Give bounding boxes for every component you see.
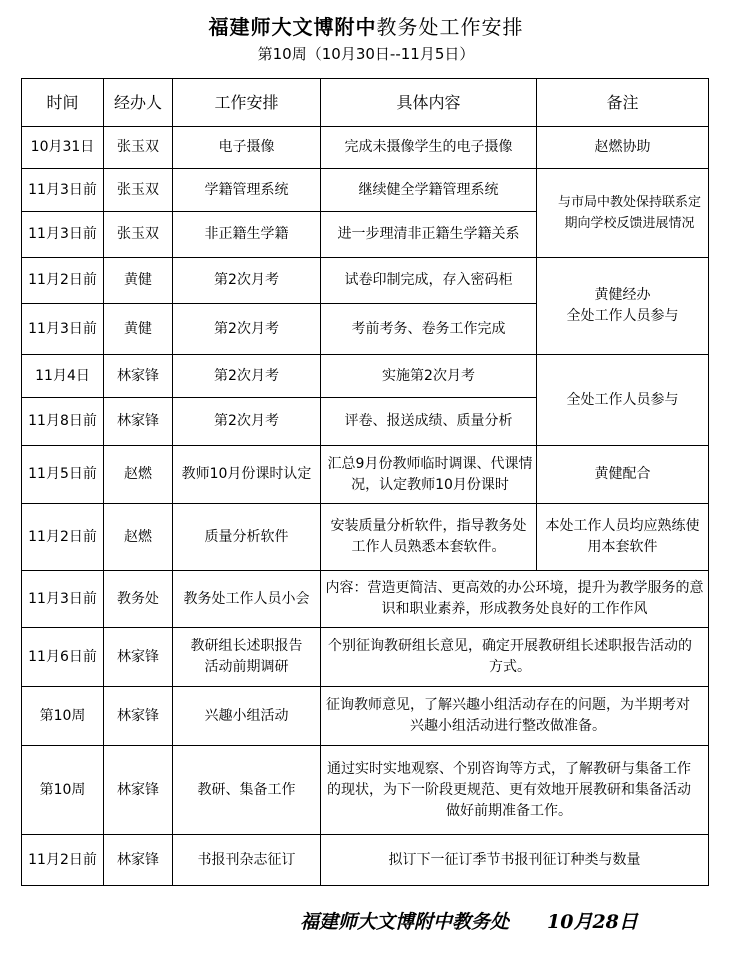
cell-note: 全处工作人员参与 [537,355,709,446]
cell-time: 11月3日前 [22,304,104,355]
cell-time: 11月8日前 [22,398,104,446]
cell-task: 第2次月考 [173,258,321,304]
cell-person: 张玉双 [104,169,173,212]
table-row [22,835,709,886]
table-row [22,258,709,304]
schedule-table [21,78,709,886]
cell-person: 林家锋 [104,835,173,886]
cell-time: 11月3日前 [22,169,104,212]
cell-person: 赵燃 [104,446,173,504]
cell-person: 林家锋 [104,355,173,398]
cell-person: 林家锋 [104,398,173,446]
cell-time: 11月3日前 [22,571,104,628]
header-row [22,79,709,127]
cell-content: 试卷印制完成，存入密码柜 [321,258,537,304]
cell-task: 书报刊杂志征订 [173,835,321,886]
cell-person: 教务处 [104,571,173,628]
cell-content: 考前考务、卷务工作完成 [321,304,537,355]
cell-content: 征询教师意见，了解兴趣小组活动存在的问题，为半期考对兴趣小组活动进行整改做准备。 [321,687,709,746]
cell-time: 11月5日前 [22,446,104,504]
cell-content: 内容：营造更简洁、更高效的办公环境，提升为教学服务的意识和职业素养，形成教务处良好的工作作风 [321,571,709,628]
cell-time: 第10周 [22,746,104,835]
cell-task: 第2次月考 [173,355,321,398]
cell-task: 质量分析软件 [173,504,321,571]
table-row [22,571,709,628]
header-content: 具体内容 [321,79,537,127]
cell-task: 电子摄像 [173,127,321,169]
cell-note: 与市局中教处保持联系定期向学校反馈进展情况 [537,169,709,258]
cell-time: 第10周 [22,687,104,746]
cell-content: 评卷、报送成绩、质量分析 [321,398,537,446]
cell-time: 10月31日 [22,127,104,169]
header-person: 经办人 [104,79,173,127]
cell-task: 第2次月考 [173,304,321,355]
cell-content: 完成未摄像学生的电子摄像 [321,127,537,169]
footer-date: 10月28日 [547,911,638,933]
cell-task: 教师10月份课时认定 [173,446,321,504]
cell-note: 本处工作人员均应熟练使用本套软件 [537,504,709,571]
cell-person: 黄健 [104,258,173,304]
cell-time: 11月2日前 [22,504,104,571]
cell-content: 进一步理清非正籍生学籍关系 [321,212,537,258]
table-row [22,504,709,571]
table-row [22,355,709,398]
cell-content: 通过实时实地观察、个别咨询等方式，了解教研与集备工作的现状，为下一阶段更规范、更有效地开展教研和集备活动做好前期准备工作。 [321,746,709,835]
cell-person: 赵燃 [104,504,173,571]
cell-note: 黄健配合 [537,446,709,504]
table-row [22,127,709,169]
footer-signature [300,908,720,936]
table-row [22,628,709,687]
cell-time: 11月2日前 [22,835,104,886]
cell-person: 林家锋 [104,628,173,687]
cell-content: 安装质量分析软件，指导教务处工作人员熟悉本套软件。 [321,504,537,571]
table-row [22,687,709,746]
cell-content: 实施第2次月考 [321,355,537,398]
cell-task: 兴趣小组活动 [173,687,321,746]
week-subtitle: 第10周（10月30日--11月5日） [257,45,475,63]
cell-person: 黄健 [104,304,173,355]
table-row [22,446,709,504]
cell-time: 11月4日 [22,355,104,398]
cell-person: 张玉双 [104,212,173,258]
cell-person: 林家锋 [104,746,173,835]
header-time: 时间 [22,79,104,127]
cell-note: 黄健经办 全处工作人员参与 [537,258,709,355]
cell-time: 11月3日前 [22,212,104,258]
cell-task: 第2次月考 [173,398,321,446]
header-task: 工作安排 [173,79,321,127]
cell-task: 学籍管理系统 [173,169,321,212]
cell-person: 张玉双 [104,127,173,169]
table-row [22,169,709,212]
table-row [22,746,709,835]
title-rest: 教务处工作安排 [376,15,524,39]
cell-task: 教研、集备工作 [173,746,321,835]
cell-content: 拟订下一征订季节书报刊征订种类与数量 [321,835,709,886]
cell-task: 教务处工作人员小会 [173,571,321,628]
cell-content: 个别征询教研组长意见，确定开展教研组长述职报告活动的方式。 [321,628,709,687]
footer-org: 福建师大文博附中教务处 [300,911,510,933]
cell-content: 继续健全学籍管理系统 [321,169,537,212]
cell-time: 11月2日前 [22,258,104,304]
page-title [0,14,732,40]
cell-content: 汇总9月份教师临时调课、代课情况，认定教师10月份课时 [321,446,537,504]
cell-time: 11月6日前 [22,628,104,687]
school-name: 福建师大文博附中 [208,15,377,39]
cell-note: 赵燃协助 [537,127,709,169]
cell-task: 非正籍生学籍 [173,212,321,258]
header-note: 备注 [537,79,709,127]
cell-person: 林家锋 [104,687,173,746]
cell-task: 教研组长述职报告活动前期调研 [173,628,321,687]
